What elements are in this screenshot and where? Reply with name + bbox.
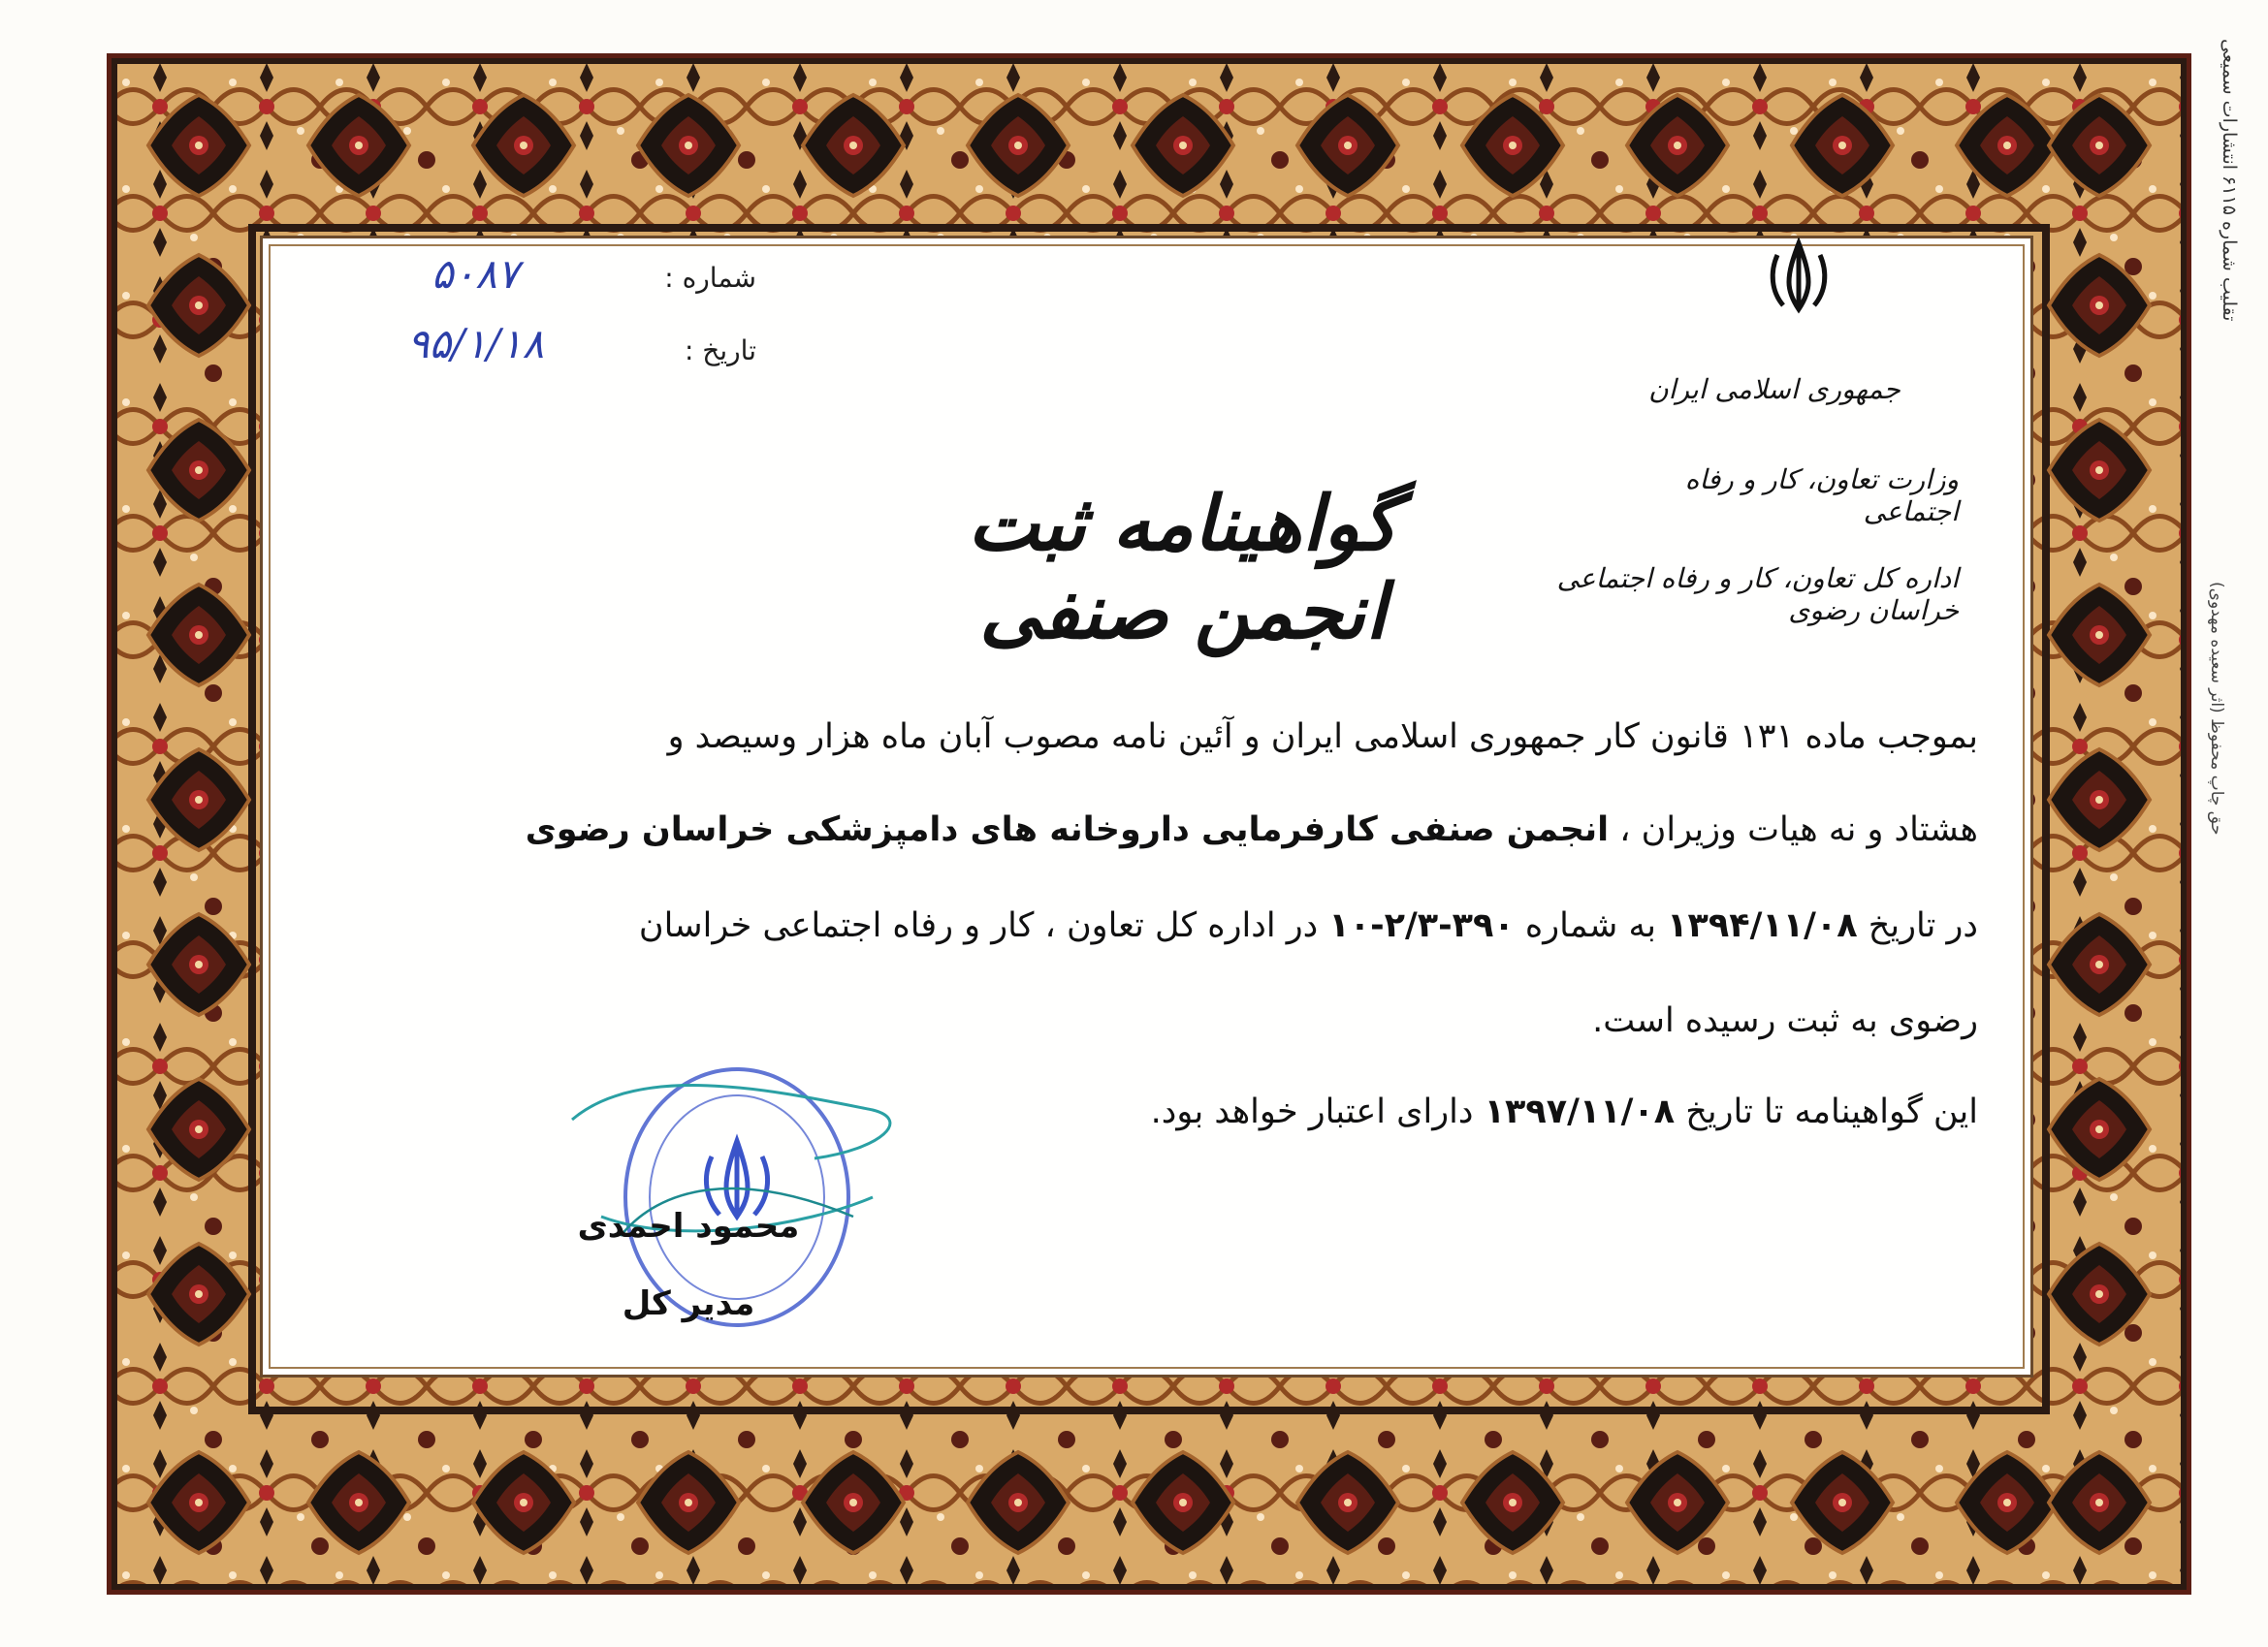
registration-number: ۳۹۰-۲/۳-۱۰ bbox=[1328, 906, 1515, 945]
body-line-5: این گواهینامه تا تاریخ ۱۳۹۷/۱۱/۰۸ دارای اعتبار خواهد بود. bbox=[1150, 1093, 1978, 1131]
iran-emblem-icon bbox=[1760, 238, 1837, 315]
validity-date: ۱۳۹۷/۱۱/۰۸ bbox=[1484, 1093, 1676, 1131]
body-line-1: بموجب ماده ۱۳۱ قانون کار جمهوری اسلامی ایران و آئین نامه مصوب آبان ماه هزار وسیصد و bbox=[667, 717, 1978, 756]
association-name: انجمن صنفی کارفرمایی داروخانه های دامپزشکی خراسان رضوی bbox=[525, 810, 1610, 849]
body-line-4: رضوی به ثبت رسیده است. bbox=[1592, 1001, 1978, 1040]
body-line-3: در تاریخ ۱۳۹۴/۱۱/۰۸ به شماره ۳۹۰-۲/۳-۱۰ در اداره کل تعاون ، کار و رفاه اجتماعی خراسان bbox=[638, 906, 1978, 945]
side-print-note: تقلیب شماره ۶۱۱۵ انتشارات سمیعی bbox=[2219, 39, 2240, 322]
certificate-title: گواهینامه ثبت انجمن صنفی bbox=[968, 480, 1398, 656]
number-value: ۵۰۸۷ bbox=[431, 250, 520, 298]
certificate-sheet: تقلیب شماره ۶۱۱۵ انتشارات سمیعی حق چاپ محفوظ (اثر سعیده مهدوی) شماره : ۵۰۸۷ تاریخ : ۹۵/۱/۱۸ جمهوری اسلامی ایران وزارت تعاون، کار و رفاه اجتماعی اداره کل تعاون، کار و رفاه اجتماعی خراسان رضوی گواهینامه ثبت انجمن صنفی بموجب ماده ۱۳۱ قانون کار جمهوری اسلامی ایران و آئین نامه مصوب آبان ماه هزار وسیصد و هشتاد و نه هیات وزیران ، انجمن صنفی کارفرمایی داروخانه های دامپزشکی خراسان رضوی در تاریخ ۱۳۹۴/۱۱/۰۸ به شماره ۳۹۰-۲/۳-۱۰ در اداره کل تعاون ، کار و رفاه اجتماعی خراسان رضوی به ثبت رسیده است. این گواهینامه تا تاریخ ۱۳۹۷/۱۱/۰۸ دارای اعتبار خواهد بود. محمود احمدی مدیر کل bbox=[0, 0, 2268, 1647]
certificate-panel bbox=[260, 236, 2033, 1378]
registration-date: ۱۳۹۴/۱۱/۰۸ bbox=[1667, 906, 1858, 945]
org-ministry: وزارت تعاون، کار و رفاه اجتماعی bbox=[1684, 463, 1959, 527]
date-label: تاریخ : bbox=[684, 334, 756, 366]
number-label: شماره : bbox=[664, 262, 756, 294]
org-directorate: اداره کل تعاون، کار و رفاه اجتماعی خراسان رضوی bbox=[1556, 562, 1959, 626]
signatory-name: محمود احمدی bbox=[577, 1207, 800, 1246]
org-country: جمهوری اسلامی ایران bbox=[1648, 373, 1901, 405]
signatory-position: مدیر کل bbox=[622, 1284, 755, 1323]
date-value: ۹۵/۱/۱۸ bbox=[407, 320, 545, 367]
stamp-emblem-icon bbox=[706, 1141, 767, 1217]
body-line-2: هشتاد و نه هیات وزیران ، انجمن صنفی کارفرمایی داروخانه های دامپزشکی خراسان رضوی bbox=[525, 810, 1978, 849]
